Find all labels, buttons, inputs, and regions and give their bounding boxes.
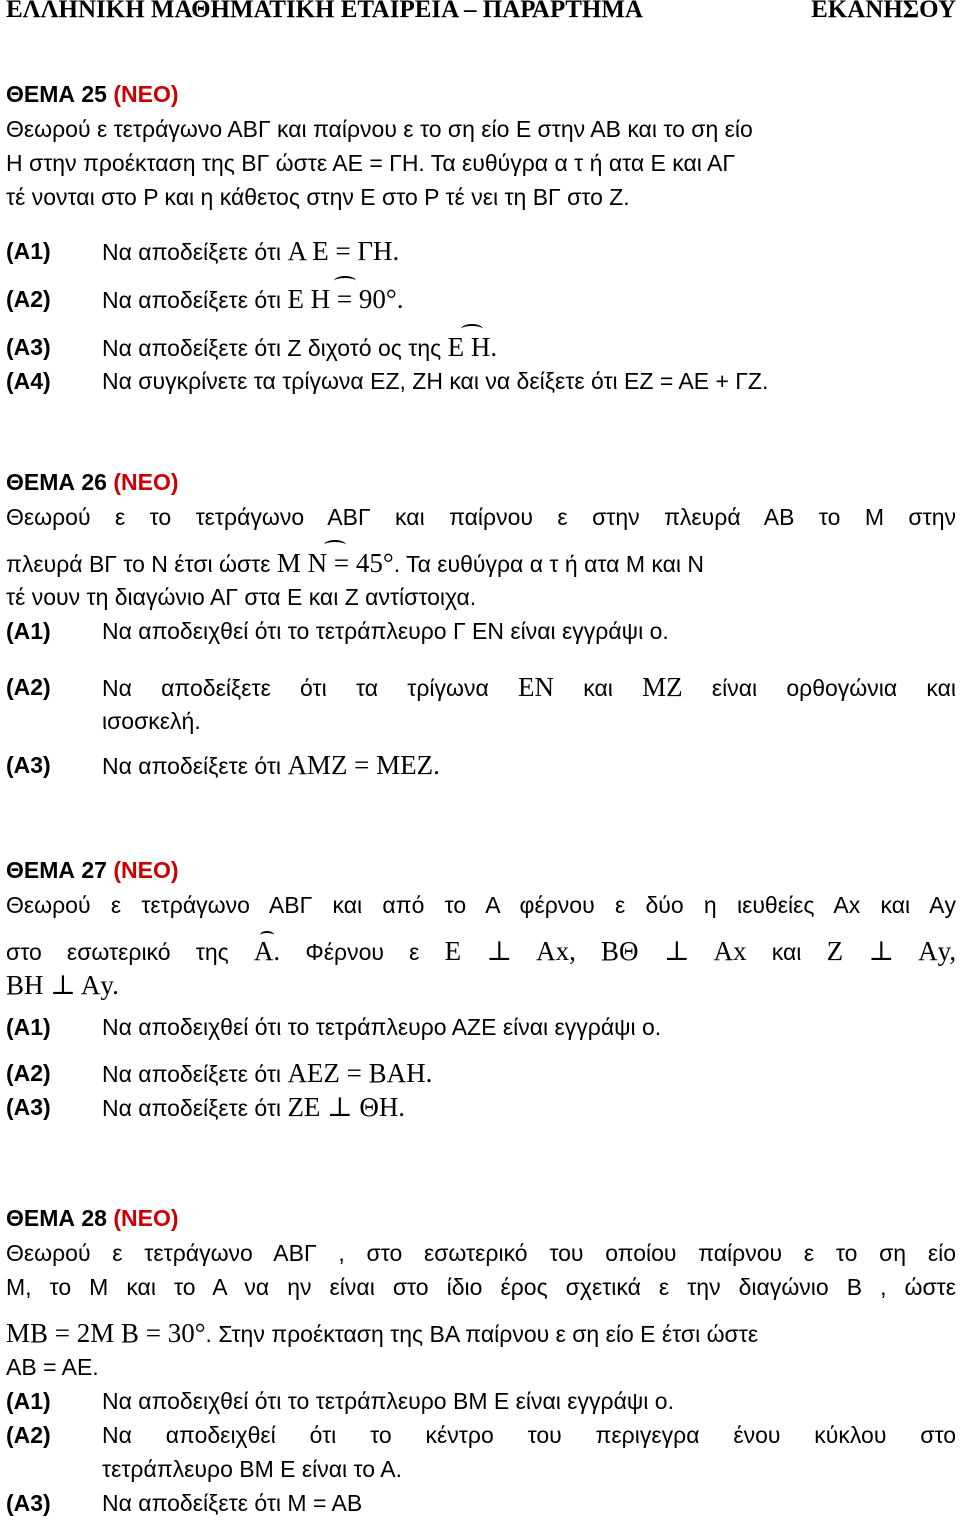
math-expression: Α Ε = ΓΗ.	[287, 236, 400, 266]
question-a3: (Α3) Να αποδείξετε ότι ΑΜΖ = ΜΕΖ.	[6, 750, 440, 780]
topic-line	[6, 968, 956, 1002]
topic-25	[6, 76, 956, 398]
topic-28	[6, 1200, 956, 1520]
page-header	[6, 0, 956, 26]
topic-line: Θεωρού ε το τετράγωνο ΑΒΓ και παίρνου ε στην πλευρά ΑΒ το Μ στην	[6, 504, 956, 530]
math-expression: Ε ⊥ Αx,	[444, 936, 576, 966]
math-expression: Α.	[253, 936, 281, 966]
math-expression: Ε Η.	[447, 332, 498, 362]
topic-line: στο εσωτερικό της Α. Φέρνου ε Ε ⊥ Αx, ΒΘ ⊥ Αx και Ζ ⊥ Αy,	[6, 936, 957, 966]
math-expression: ΑΜΖ = ΜΕΖ.	[287, 750, 440, 780]
topic-line: πλευρά ΒΓ το Ν έτσι ώστε Μ Ν = 45°. Τα ευθύγρα α τ ή ατα Μ και Ν	[6, 548, 704, 578]
math-expression: ΑΕΖ = ΒΑΗ.	[287, 1058, 433, 1088]
new-tag: (ΝΕΟ)	[113, 469, 179, 495]
new-tag: (ΝΕΟ)	[113, 81, 179, 107]
question-a3: (Α3) Να αποδείξετε ότι Μ = ΑΒ	[6, 1490, 363, 1516]
topic-line: ΜΒ = 2Μ Β = 30°. Στην προέκταση της ΒΑ παίρνου ε ση είο Ε έτσι ώστε	[6, 1318, 759, 1348]
topic-line: ΑΒ = ΑΕ.	[6, 1354, 99, 1380]
question-a2: (Α2) Να αποδειχθεί ότι το κέντρο του περιγεγρα ένου κύκλου στο	[6, 1422, 956, 1448]
topic-26	[6, 464, 956, 782]
question-a1: (Α1) Να αποδειχθεί ότι το τετράπλευρο ΑΖΕ είναι εγγράψι ο.	[6, 1014, 662, 1040]
topic-line: Η στην προέκταση της ΒΓ ώστε ΑΕ = ΓΗ. Τα ευθύγρα α τ ή ατα Ε και ΑΓ	[6, 150, 736, 176]
question-a2: (Α2) Να αποδείξετε ότι ΑΕΖ = ΒΑΗ.	[6, 1058, 433, 1088]
topic-line: τέ νουν τη διαγώνιο ΑΓ στα Ε και Ζ αντίστοιχα.	[6, 584, 477, 610]
new-tag: (ΝΕΟ)	[113, 857, 179, 883]
question-a4: (Α4) Να συγκρίνετε τα τρίγωνα ΕΖ, ΖΗ και να δείξετε ότι ΕΖ = ΑΕ + ΓΖ.	[6, 368, 769, 394]
topic-27	[6, 852, 956, 1124]
math-expression: ΕΝ	[518, 672, 554, 702]
math-expression: ΒΗ ⊥ Αy.	[6, 970, 119, 1000]
topic-line: Μ, το Μ και το Α να ην είναι στο ίδιο έρος σχετικά ε την διαγώνιο Β , ώστε	[6, 1274, 956, 1300]
header-right: ΕΚΑΝΗΣΟΥ	[811, 0, 956, 23]
topic-title: ΘΕΜΑ 27 (ΝΕΟ)	[6, 857, 179, 883]
math-expression: ΖΕ ⊥ ΘΗ.	[287, 1092, 406, 1122]
question-a2: (Α2) Να αποδείξετε ότι Ε Η = 90°.	[6, 284, 404, 314]
header-left: ΕΛΛΗΝΙΚΗ ΜΑΘΗΜΑΤΙΚΗ ΕΤΑΙΡΕΙΑ – ΠΑΡΑΡΤΗΜΑ	[6, 0, 643, 23]
math-expression: ΒΘ ⊥ Αx	[601, 936, 747, 966]
math-expression: Ε Η = 90°.	[287, 284, 404, 314]
math-expression: Μ Ν = 45°	[276, 548, 394, 578]
topic-title: ΘΕΜΑ 28 (ΝΕΟ)	[6, 1205, 179, 1231]
math-expression: ΜΒ = 2Μ Β = 30°	[6, 1318, 206, 1348]
math-expression: ΜΖ	[642, 672, 683, 702]
new-tag: (ΝΕΟ)	[113, 1205, 179, 1231]
question-a3: (Α3) Να αποδείξετε ότι Ζ διχοτό ος της Ε Η.	[6, 332, 498, 362]
math-expression: Ζ ⊥ Αy,	[826, 936, 957, 966]
question-a1: (Α1) Να αποδειχθεί ότι το τετράπλευρο Γ ΕΝ είναι εγγράψι ο.	[6, 618, 669, 644]
topic-line: Θεωρού ε τετράγωνο ΑΒΓ , στο εσωτερικό του οποίου παίρνου ε το ση είο	[6, 1240, 956, 1266]
question-continuation: τετράπλευρο ΒΜ Ε είναι το Α.	[102, 1456, 402, 1482]
topic-title: ΘΕΜΑ 25 (ΝΕΟ)	[6, 81, 179, 107]
topic-line: Θεωρού ε τετράγωνο ΑΒΓ και παίρνου ε το ση είο Ε στην ΑΒ και το ση είο	[6, 116, 753, 142]
question-a3: (Α3) Να αποδείξετε ότι ΖΕ ⊥ ΘΗ.	[6, 1092, 406, 1122]
question-a1: (Α1) Να αποδείξετε ότι Α Ε = ΓΗ.	[6, 236, 400, 266]
topic-line: τέ νονται στο Ρ και η κάθετος στην Ε στο Ρ τέ νει τη ΒΓ στο Ζ.	[6, 184, 630, 210]
question-continuation: ισοσκελή.	[102, 708, 201, 734]
question-a1: (Α1) Να αποδειχθεί ότι το τετράπλευρο ΒΜ Ε είναι εγγράψι ο.	[6, 1388, 674, 1414]
topic-title: ΘΕΜΑ 26 (ΝΕΟ)	[6, 469, 179, 495]
question-a2: (Α2) Να αποδείξετε ότι τα τρίγωνα ΕΝ και ΜΖ είναι ορθογώνια και	[6, 672, 957, 702]
topic-line: Θεωρού ε τετράγωνο ΑΒΓ και από το Α φέρνου ε δύο η ιευθείες Αx και Αy	[6, 892, 956, 918]
